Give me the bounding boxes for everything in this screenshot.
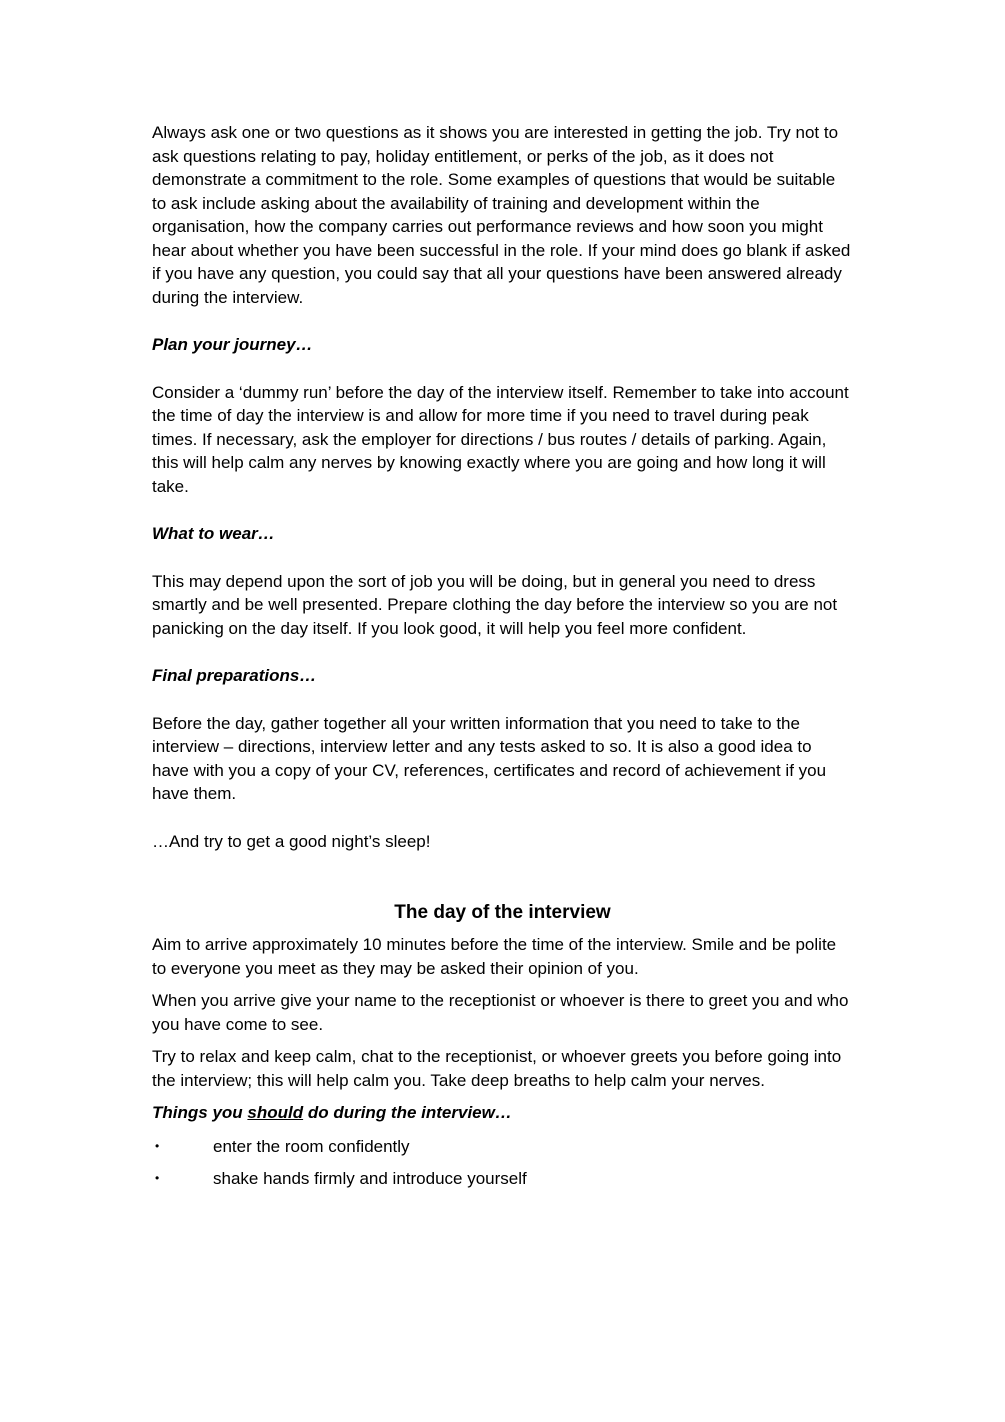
heading-what-to-wear: What to wear…: [152, 524, 275, 543]
bullet-icon: •: [155, 1171, 160, 1185]
heading-plan-your-journey: Plan your journey…: [152, 335, 313, 354]
things-heading-suffix: do during the interview…: [303, 1103, 512, 1122]
list-item: [152, 1167, 853, 1191]
list-item-text: enter the room confidently: [213, 1136, 410, 1156]
paragraph-ask-questions: Always ask one or two questions as it shows you are interested in getting the job. Try not to ask questions relating to pay, holiday entitlement, or perks of the job, as it does not demonstrate a commitment to the role. Some examples of questions that would be suitable to ask include asking about the availability of training and development within the organisation, how the company carries out performance reviews and how soon you might hear about whether you have been successful in the role. If your mind does go blank if asked if you have any question, you could say that all your questions have been answered already during the interview.: [152, 123, 851, 307]
paragraph-give-your-name: When you arrive give your name to the receptionist or whoever is there to greet you and who you have come to see.: [152, 991, 849, 1034]
note-good-nights-sleep: …And try to get a good night’s sleep!: [152, 831, 431, 851]
should-do-list: [152, 1135, 853, 1191]
document-content: [152, 121, 853, 1191]
paragraph-plan-your-journey: Consider a ‘dummy run’ before the day of the interview itself. Remember to take into account the time of day the interview is and allow for more time if you need to travel during peak times. If necessary, ask the employer for directions / bus routes / details of parking. Again, this will help calm any nerves by knowing exactly where you are going and how long it will take.: [152, 382, 849, 496]
paragraph-relax-keep-calm: Try to relax and keep calm, chat to the receptionist, or whoever greets you before going into the interview; this will help calm you. Take deep breaths to help calm your nerves.: [152, 1047, 842, 1090]
list-item: [152, 1135, 853, 1159]
list-item-text: shake hands firmly and introduce yourself: [213, 1169, 527, 1188]
things-heading-prefix: Things you: [152, 1103, 248, 1122]
paragraph-final-preparations: Before the day, gather together all your written information that you need to take to the interview – directions, interview letter and any tests asked to so. It is also a good idea to have with you a copy of your CV, references, certificates and record of achievement if you have them.: [152, 713, 827, 803]
things-heading-underlined-word: should: [247, 1103, 304, 1122]
paragraph-arrive-early: Aim to arrive approximately 10 minutes before the time of the interview. Smile and be polite to everyone you meet as they may be asked their opinion of you.: [152, 935, 837, 978]
heading-day-of-interview: The day of the interview: [394, 902, 611, 923]
paragraph-what-to-wear: This may depend upon the sort of job you will be doing, but in general you need to dress smartly and be well presented. Prepare clothing the day before the interview so you are not panicking on the day itself. If you look good, it will help you feel more confident.: [152, 571, 838, 638]
heading-final-preparations: Final preparations…: [152, 666, 317, 685]
bullet-icon: •: [155, 1138, 160, 1153]
heading-things-you-should-do: [152, 1101, 853, 1125]
